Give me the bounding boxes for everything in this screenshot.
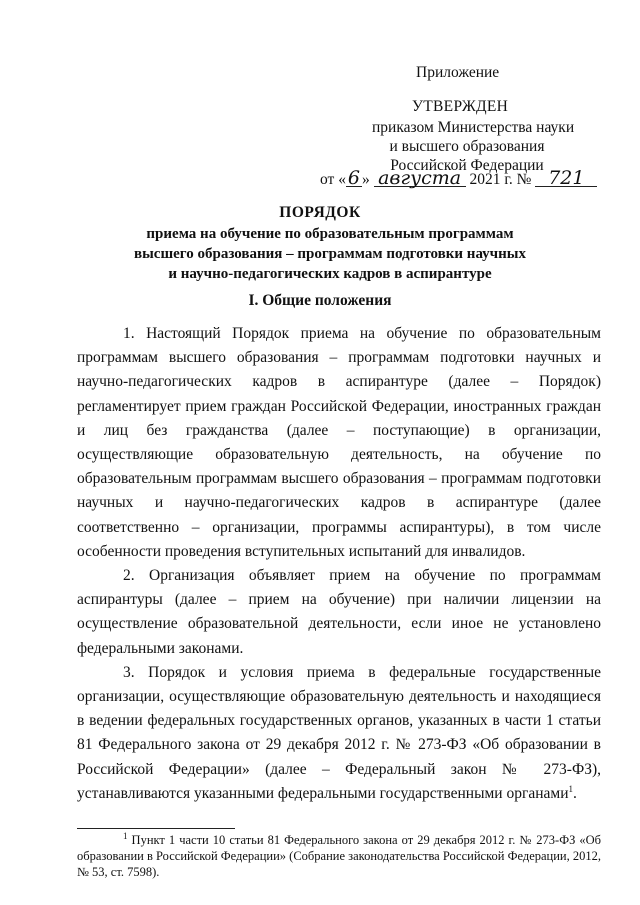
handwritten-day: 6 bbox=[347, 167, 360, 189]
body-text bbox=[77, 322, 601, 806]
paragraph-text: 2. Организация объявляет прием на обучение по программам аспирантуры (далее – прием на обучение) при наличии лицензии на осуществление образовательной деятельности, если иное не установлено федеральными законами. bbox=[77, 567, 601, 657]
order-line: и высшего образования bbox=[389, 138, 545, 155]
date-prefix: от « bbox=[320, 171, 346, 188]
footnote bbox=[77, 832, 601, 880]
paragraph: 3. Порядок и условия приема в федеральные государственные организации, осуществляющие образовательную деятельность и находящиеся в ведении федеральных государственных органов, указанных в части 1 статьи 81 Федерального закона от 29 декабря 2012 г. № 273-ФЗ «Об образовании в Российской Федерации» (далее – Федеральный закон № 273-ФЗ), устанавливаются указанными федеральными государственными органами$^1$. bbox=[77, 663, 601, 802]
handwritten-order-number: 721 bbox=[535, 170, 597, 187]
paragraph bbox=[77, 564, 601, 661]
order-line: Российской Федерации bbox=[390, 157, 544, 174]
handwritten-month: августа bbox=[374, 170, 466, 187]
approved-label: УТВЕРЖДЕН bbox=[412, 98, 509, 115]
footnote-reference: 1 bbox=[568, 783, 573, 794]
document-subtitle bbox=[80, 224, 580, 284]
footnote-body: Пункт 1 части 10 статьи 81 Федерального закона от 29 декабря 2012 г. № 273-ФЗ «Об образовании в Российской Федерации» (Собрание законодательства Российской Федерации, 2012, № 53, ст. 7598). bbox=[77, 833, 602, 879]
order-date-line bbox=[320, 167, 597, 189]
footnote-mark: 1 bbox=[123, 830, 128, 841]
order-line: приказом Министерства науки bbox=[372, 119, 575, 136]
subtitle-line: и научно-педагогических кадров в аспирантуре bbox=[168, 266, 492, 282]
document-title: ПОРЯДОК bbox=[279, 204, 361, 221]
footnote-divider bbox=[77, 828, 235, 829]
paragraph-text: 3. Порядок и условия приема в федеральные государственные организации, осуществляющие образовательную деятельность и находящиеся в ведении федеральных государственных органов, указанных в части 1 статьи 81 Федерального закона от 29 декабря 2012 г. № 273-ФЗ «Об образовании в Российской Федерации» (далее – Федеральный закон № 273-ФЗ), устанавливаются указанными федеральными государственными органами bbox=[77, 663, 601, 802]
appendix-label: Приложение bbox=[416, 64, 500, 81]
footnote-text bbox=[77, 832, 601, 880]
date-mid: » bbox=[361, 171, 370, 188]
date-year: 2021 г. № bbox=[469, 171, 532, 188]
subtitle-line: приема на обучение по образовательным программам bbox=[146, 226, 514, 242]
section-heading: I. Общие положения bbox=[248, 292, 392, 309]
paragraph: 1. Настоящий Порядок приема на обучение по образовательным программам высшего образования – программам подготовки научных и научно-педагогических кадров в аспирантуре (далее – Порядок) регламентирует прием граждан Российской Федерации, иностранных граждан и лиц без гражданства (далее – поступающие) в организации, осуществляющие образовательную деятельность, на обучение по образовательным программам высшего образования – программам подготовки научных и научно-педагогических кадров в аспирантуре (далее соответственно – организации, программы аспирантуры), в том числе особенности проведения вступительных испытаний для инвалидов. bbox=[77, 325, 601, 560]
subtitle-line: высшего образования – программам подготовки научных bbox=[134, 246, 526, 262]
